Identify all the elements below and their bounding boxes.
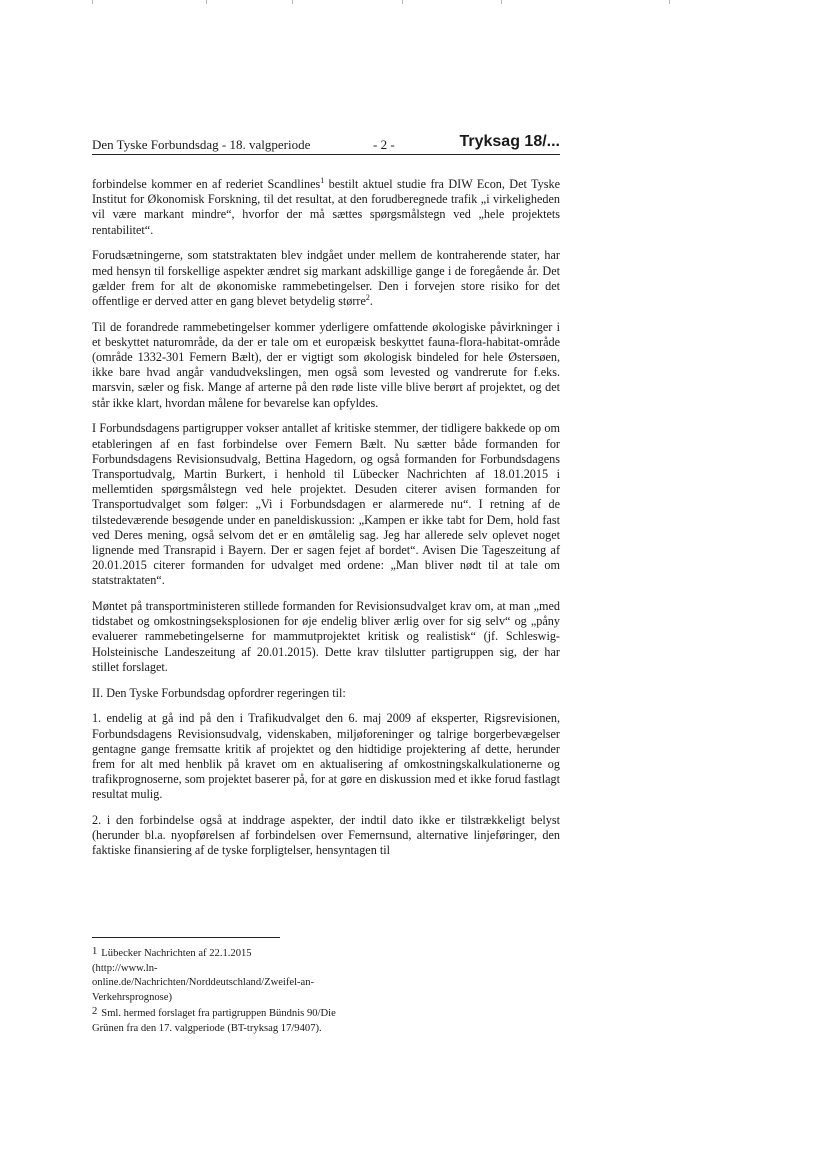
footnote-1-line: Lübecker Nachrichten af 22.1.2015 xyxy=(101,948,252,959)
footnote-2 xyxy=(92,1005,372,1036)
paragraph-ecological-impacts: Til de forandrede rammebetingelser kommer yderligere omfattende økologiske påvirkninger i et beskyttet naturområde, da der er tale om et europæisk beskyttet fauna-flora-habitat-område (område 1332-301 Femern Bælt), der er vigtigt som økologisk bindeled for hele Østersøen, ikke bare hvad angår vandudvekslingen, men også som levested og vandrerute for f.eks. marsvin, sæler og fisk. Mange af arterne på den røde liste ville blive berørt af projektet, og det står ikke klart, hvordan målene for bevarelse kan opfyldes. xyxy=(92,319,560,410)
paragraph-treaty-assumptions: Forudsætningerne, som statstraktaten blev indgået under mellem de kontraherende stater, har med hensyn til forskellige aspekter ændret sig markant adskillige gange i de foregående år. Det gælder frem for alt de økonomiske rammebetingelser. Den i forvejen store risiko for det offentlige er derved atter en gang blevet betydelig større$^2$. xyxy=(92,248,560,308)
footnote-ref-2: 2 xyxy=(365,292,370,302)
header-page-number: - 2 - xyxy=(373,137,395,152)
footnote-ref-1: 1 xyxy=(320,175,325,185)
footnote-2-line: Grünen fra den 17. valgperiode (BT-tryksag 17/9407). xyxy=(92,1022,322,1034)
paragraph-diw-study: forbindelse kommer en af rederiet Scandlines$^1$ bestilt aktuel studie fra DIW Econ, Det Tyske Institut for Økonomisk Forskning, til det resultat, at den forudberegnede trafik „i virkeligheden vil være markant mindre“, hvorfor der må sættes spørgsmålstegn ved „hele projektets rentabilitet“. xyxy=(92,175,560,237)
footnote-1-line: Verkehrsprognose) xyxy=(92,991,173,1003)
paragraph-revision-committee-demand: Møntet på transportministeren stillede formanden for Revisionsudvalget krav om, at man „med tidstabet og omkostningseksplosionen for øje endelig bliver ærlig over for sig selv“ og „påny evaluerer rammebetingelserne for mammutprojektet kritisk og realistisk“ (jf. Schleswig-Holsteinische Landeszeitung af 20.01.2015). Dette krav tilslutter partigruppen sig, der har stillet forslaget. xyxy=(92,599,560,674)
footnote-2-number: 2 xyxy=(92,1006,98,1017)
footnote-1 xyxy=(92,945,372,1005)
footnote-1-line: (http://www.ln- xyxy=(92,962,158,974)
footnote-1-line: online.de/Nachrichten/Norddeutschland/Zweifel-an- xyxy=(92,977,315,988)
footnotes xyxy=(92,945,372,1036)
page-header xyxy=(92,134,560,155)
paragraph-demand-2: 2. i den forbindelse også at inddrage aspekter, der indtil dato ikke er tilstrækkeligt belyst (herunder bl.a. nyopførelsen af forbindelsen over Femernsund, alternative linjeføringer, den faktiske finansiering af de tyske forpligtelser, hensyntagen til xyxy=(92,813,560,858)
body-text xyxy=(92,177,560,869)
paragraph-critical-voices: I Forbundsdagens partigrupper vokser antallet af kritiske stemmer, der tidligere bakkede op om etableringen af en fast forbindelse over Femern Bælt. Nu sætter både formanden for Forbundsdagens Revisionsudvalg, Bettina Hagedorn, og også formanden for Forbundsdagens Transportudvalg, Martin Burkert, i henhold til Lübecker Nachrichten af 18.01.2015 i mellemtiden spørgsmålstegn ved hele projektet. Desuden citerer avisen formanden for Transportudvalget som følger: „Vi i Forbundsdagen er alarmerede nu“. I retning af de tilstedeværende besøgende under en paneldiskussion: „Kampen er ikke tabt for Dem, hold fast ved Deres mening, også selvom det er en ømtålelig sag. Jeg har allerede selv oplevet noget lignende med Transrapid i Bayern. Der er sagen fejet af bordet“. Avisen Die Tageszeitung af 20.01.2015 citerer formanden for udvalget med ordene: „Man bliver nødt til at tale om statstraktaten“. xyxy=(92,421,560,588)
footnote-separator xyxy=(92,937,280,938)
header-parliament-term: Den Tyske Forbundsdag - 18. valgperiode xyxy=(92,137,311,152)
footnote-2-line: Sml. hermed forslaget fra partigruppen Bündnis 90/Die xyxy=(101,1008,336,1019)
header-document-number: Tryksag 18/... xyxy=(459,133,560,150)
paragraph-section-ii-heading: II. Den Tyske Forbundsdag opfordrer regeringen til: xyxy=(92,685,346,700)
paragraph-demand-1: 1. endelig at gå ind på den i Trafikudvalget den 6. maj 2009 af eksperter, Rigsrevisionen, Forbundsdagens Revisionsudvalg, videnskaben, miljøforeninger og talrige borgerbevægelser gentagne gange fremsatte kritik af projektet og den hidtidige projektering af dette, herunder frem for alt med henblik på kravet om en aktualisering af omkostningskalkulationerne og trafikprognoserne, som projektet baserer på, for at gøre en diskussion med et ikke forud fastlagt resultat mulig. xyxy=(92,711,560,802)
footnote-1-number: 1 xyxy=(92,946,98,957)
